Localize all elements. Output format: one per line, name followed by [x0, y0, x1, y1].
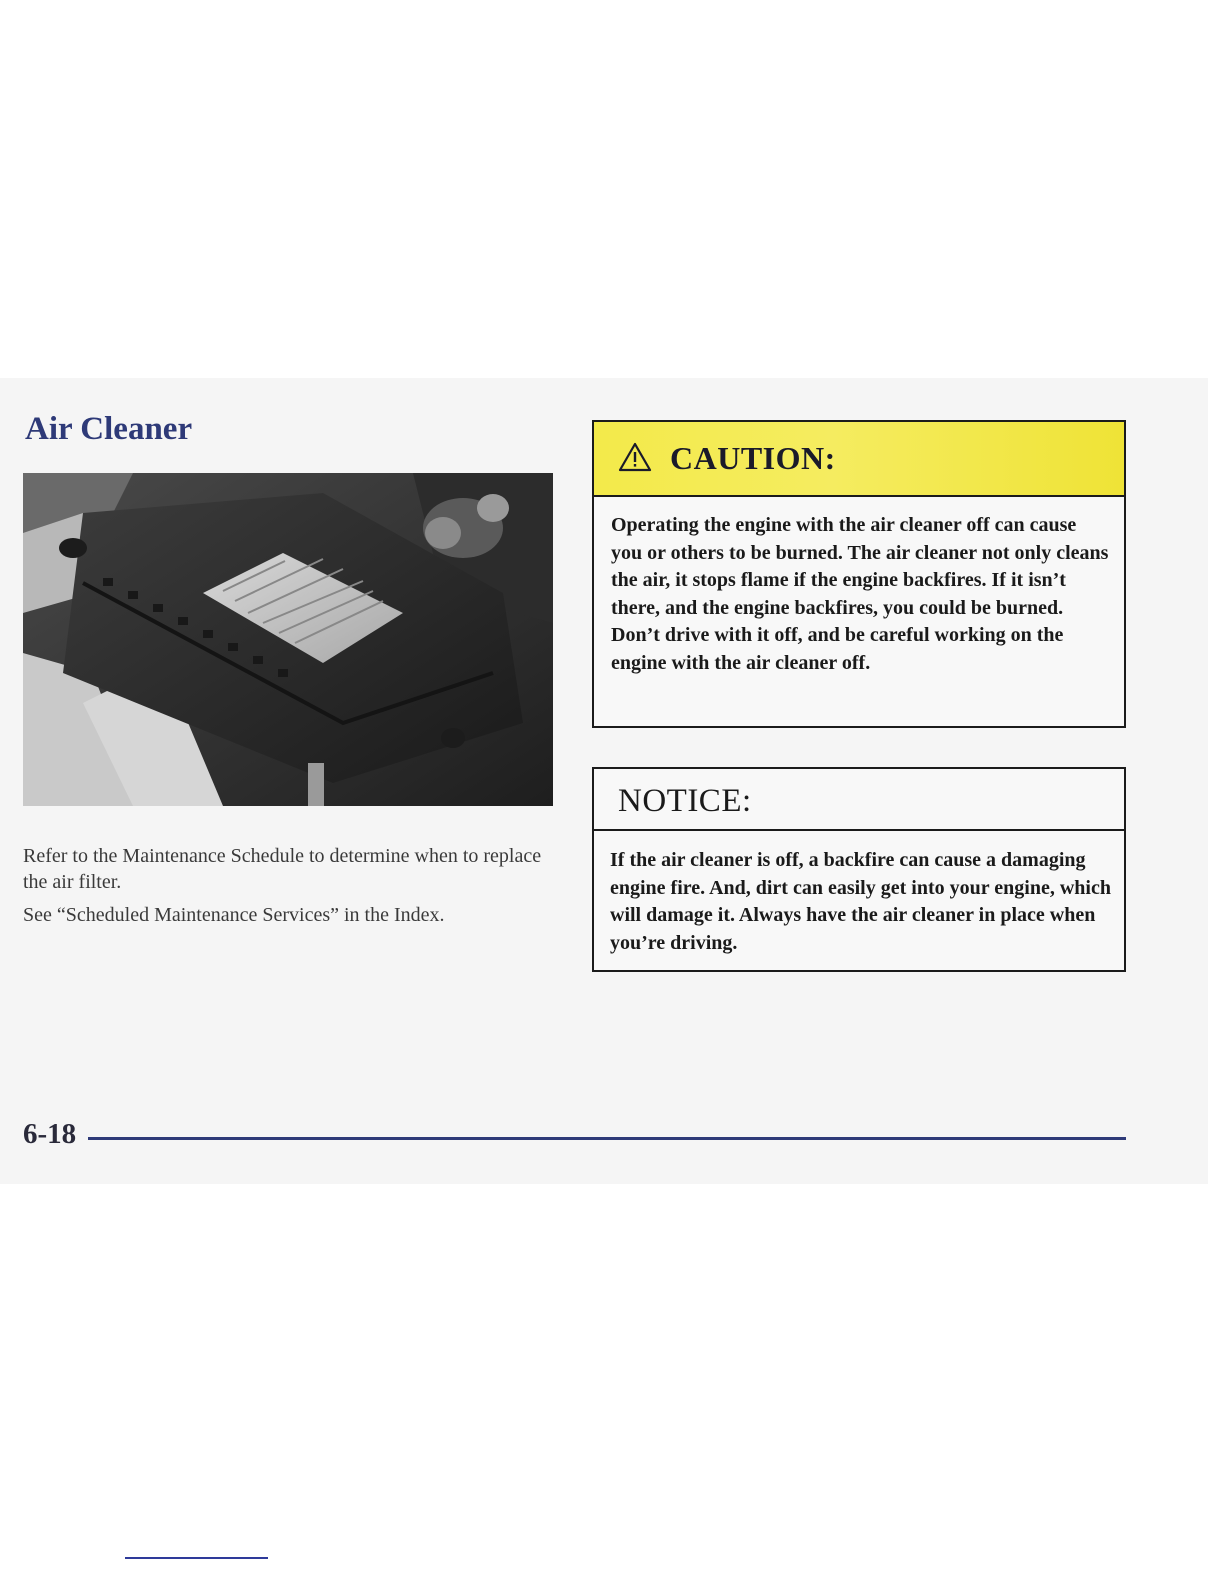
caution-box [592, 420, 1126, 728]
maintenance-schedule-paragraph: Refer to the Maintenance Schedule to determine when to replace the air filter. [23, 845, 542, 893]
bottom-link-underline [125, 1557, 268, 1559]
index-reference-paragraph: See “Scheduled Maintenance Services” in the Index. [23, 904, 445, 926]
caution-text: Operating the engine with the air cleaner off can cause you or others to be burned. The air cleaner not only cleans the air, it stops flame if the engine backfires. If it isn’t there, and the engine backfires, you could be burned. Don’t drive with it off, and be careful working on the engine with the air cleaner off. [611, 514, 1109, 674]
notice-title: NOTICE: [618, 783, 752, 819]
notice-box [592, 767, 1126, 972]
notice-text: If the air cleaner is off, a backfire can cause a damaging engine fire. And, dirt can easily get into your engine, which will damage it. Always have the air cleaner in place when you’re driving. [610, 849, 1111, 954]
notice-header [594, 769, 1124, 831]
warning-triangle-icon [618, 442, 652, 472]
section-title: Air Cleaner [25, 411, 193, 447]
caution-header [594, 422, 1124, 497]
caution-title: CAUTION: [670, 440, 836, 476]
footer-rule [88, 1137, 1126, 1140]
page-number: 6-18 [23, 1118, 77, 1150]
air-cleaner-photo [23, 473, 553, 806]
